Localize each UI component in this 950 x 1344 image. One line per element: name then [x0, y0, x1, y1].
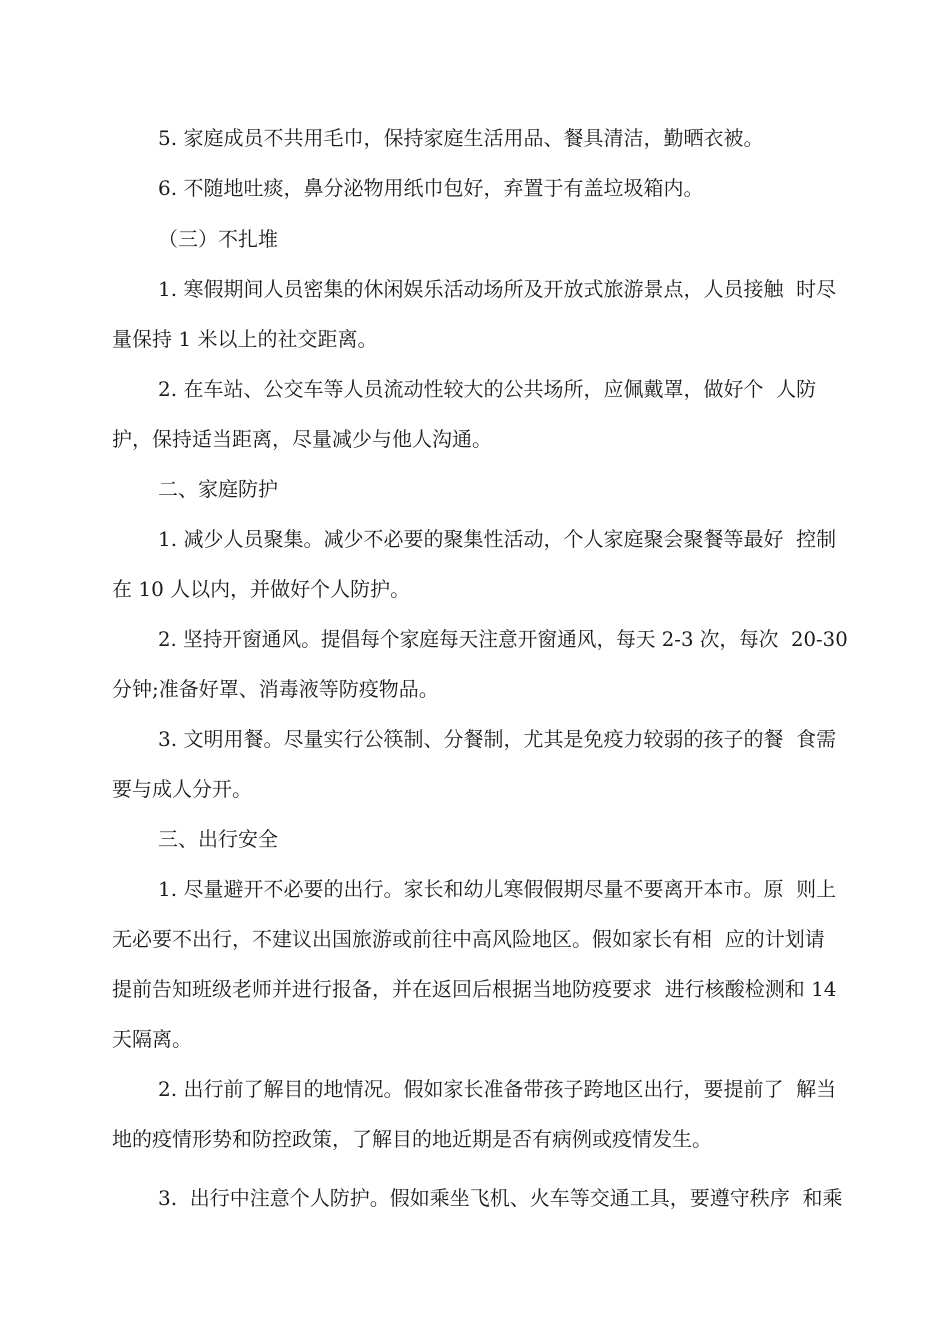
line-avoid-travel-3: 提前告知班级老师并进行报备，并在返回后根据当地防疫要求 进行核酸检测和 14	[112, 977, 837, 1001]
line-avoid-travel-2: 无必要不出行，不建议出国旅游或前往中高风险地区。假如家长有相 应的计划请	[112, 927, 825, 951]
line-winter-break-distance-2: 量保持 1 米以上的社交距离。	[112, 327, 378, 351]
line-ventilation-1: 2. 坚持开窗通风。提倡每个家庭每天注意开窗通风，每天 2-3 次，每次 20-30	[158, 627, 848, 651]
line-destination-2: 地的疫情形势和防控政策，了解目的地近期是否有病例或疫情发生。	[112, 1127, 712, 1151]
line-avoid-travel-1: 1. 尽量避开不必要的出行。家长和幼儿寒假假期尽量不要离开本市。原 则上	[158, 877, 837, 901]
line-in-transit-1: 3. 出行中注意个人防护。假如乘坐飞机、火车等交通工具，要遵守秩序 和乘	[158, 1186, 843, 1210]
heading-travel-safety: 三、出行安全	[158, 827, 278, 851]
line-reduce-gathering-1: 1. 减少人员聚集。减少不必要的聚集性活动，个人家庭聚会聚餐等最好 控制	[158, 527, 837, 551]
line-public-places-1: 2. 在车站、公交车等人员流动性较大的公共场所，应佩戴罩，做好个 人防	[158, 377, 817, 401]
line-no-spitting: 6. 不随地吐痰，鼻分泌物用纸巾包好，弃置于有盖垃圾箱内。	[158, 176, 704, 200]
line-reduce-gathering-2: 在 10 人以内，并做好个人防护。	[112, 577, 411, 601]
line-public-places-2: 护，保持适当距离，尽量减少与他人沟通。	[112, 427, 492, 451]
line-dining-2: 要与成人分开。	[112, 777, 252, 801]
heading-home-protection: 二、家庭防护	[158, 477, 278, 501]
line-dining-1: 3. 文明用餐。尽量实行公筷制、分餐制，尤其是免疫力较弱的孩子的餐 食需	[158, 727, 837, 751]
line-destination-1: 2. 出行前了解目的地情况。假如家长准备带孩子跨地区出行，要提前了 解当	[158, 1077, 837, 1101]
line-winter-break-distance-1: 1. 寒假期间人员密集的休闲娱乐活动场所及开放式旅游景点，人员接触 时尽	[158, 277, 837, 301]
line-household-towels: 5. 家庭成员不共用毛巾，保持家庭生活用品、餐具清洁，勤晒衣被。	[158, 126, 764, 150]
line-avoid-travel-4: 天隔离。	[112, 1027, 192, 1051]
subheading-no-crowding: （三）不扎堆	[158, 227, 278, 251]
line-ventilation-2: 分钟;准备好罩、消毒液等防疫物品。	[112, 677, 439, 701]
